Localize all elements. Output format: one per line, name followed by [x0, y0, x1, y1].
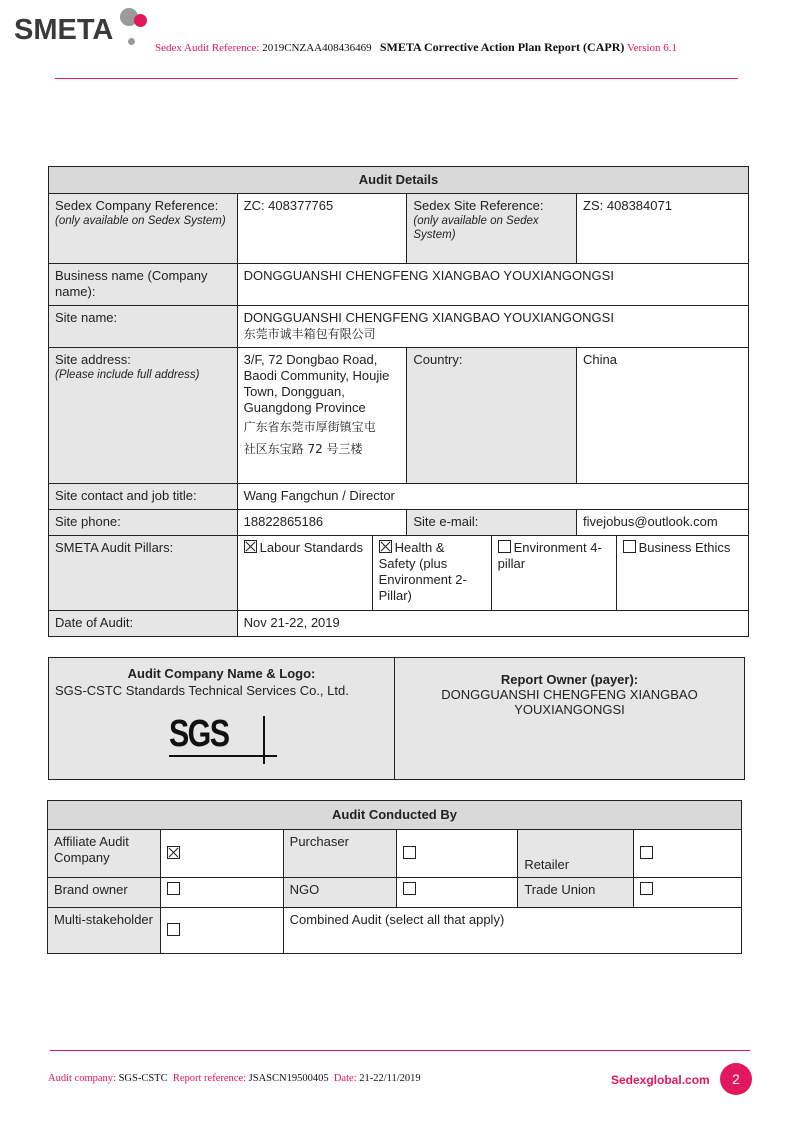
pillars-cell	[237, 536, 748, 611]
multi-stakeholder-label: Multi-stakeholder	[48, 908, 161, 954]
audit-conducted-title: Audit Conducted By	[48, 801, 742, 830]
brand-owner-checkbox-cell[interactable]	[160, 878, 283, 908]
site-ref-note: (only available on Sedex System)	[413, 215, 539, 241]
affiliate-checkbox-cell[interactable]	[160, 830, 283, 878]
contact-value: Wang Fangchun / Director	[237, 484, 748, 510]
checkbox-empty-icon[interactable]	[167, 923, 180, 936]
checkbox-empty-icon[interactable]	[640, 882, 653, 895]
checkbox-empty-icon[interactable]	[623, 540, 636, 553]
company-ref-label: Sedex Company Reference:	[55, 198, 219, 213]
phone-value: 18822865186	[237, 510, 407, 536]
country-label: Country:	[407, 348, 577, 484]
purchaser-checkbox-cell[interactable]	[396, 830, 518, 878]
country-value: China	[577, 348, 749, 484]
pillar-label: Health & Safety (plus Environment 2-Pillar)	[378, 540, 467, 603]
site-ref-value: ZS: 408384071	[577, 194, 749, 264]
company-ref-note: (only available on Sedex System)	[55, 215, 226, 227]
pillars-table	[238, 536, 748, 610]
pillars-label: SMETA Audit Pillars:	[49, 536, 238, 611]
trade-union-label: Trade Union	[518, 878, 634, 908]
site-address-note: (Please include full address)	[55, 369, 200, 381]
site-address-cn2: 社区东宝路 72 号三楼	[243, 442, 363, 456]
combined-audit-label: Combined Audit (select all that apply)	[283, 908, 741, 954]
checkbox-checked-icon[interactable]	[244, 540, 257, 553]
checkbox-empty-icon[interactable]	[403, 846, 416, 859]
page-number-badge: 2	[720, 1063, 752, 1095]
site-address-cell	[237, 348, 407, 484]
ngo-checkbox-cell[interactable]	[396, 878, 518, 908]
site-address-cn1: 广东省东莞市厚街镇宝屯	[243, 420, 376, 434]
email-label: Site e-mail:	[407, 510, 577, 536]
multi-stakeholder-checkbox-cell[interactable]	[160, 908, 283, 954]
site-name-cell	[237, 306, 748, 348]
email-value: fivejobus@outlook.com	[577, 510, 749, 536]
pillar-labour[interactable]	[238, 536, 373, 610]
footer-ref-label: Report reference:	[172, 1073, 247, 1084]
retailer-label: Retailer	[518, 830, 634, 878]
sgs-logo: SGS	[169, 713, 229, 755]
checkbox-empty-icon[interactable]	[167, 882, 180, 895]
company-ref-label-cell	[49, 194, 238, 264]
site-name-label: Site name:	[49, 306, 238, 348]
site-address-label-cell	[49, 348, 238, 484]
brand-owner-label: Brand owner	[48, 878, 161, 908]
footer-ref-value: JSASCN19500405	[248, 1073, 329, 1084]
footer-divider	[50, 1050, 750, 1051]
header-ref-value: 2019CNZAA408436469	[262, 42, 372, 54]
smeta-logo: SMETA	[14, 14, 114, 46]
footer-company-value: SGS-CSTC	[118, 1073, 168, 1084]
pillar-label: Business Ethics	[638, 540, 731, 555]
date-value: Nov 21-22, 2019	[237, 611, 748, 637]
header-ref-label: Sedex Audit Reference:	[155, 42, 260, 54]
report-owner-name: DONGGUANSHI CHENGFENG XIANGBAO YOUXIANGONGSI	[441, 687, 698, 717]
site-address-en: 3/F, 72 Dongbao Road, Baodi Community, Houjie Town, Dongguan, Guangdong Province	[243, 352, 390, 415]
audit-details-title: Audit Details	[49, 167, 749, 194]
footer-website-link[interactable]: Sedexglobal.com	[611, 1073, 710, 1087]
report-owner-box	[395, 657, 745, 780]
company-ref-value: ZC: 408377765	[237, 194, 407, 264]
footer-date-value: 21-22/11/2019	[359, 1073, 421, 1084]
footer-info	[48, 1073, 421, 1084]
audit-company-name: SGS-CSTC Standards Technical Services Co., Ltd.	[55, 683, 349, 698]
header-divider	[55, 78, 738, 79]
date-label: Date of Audit:	[49, 611, 238, 637]
pillar-label: Labour Standards	[259, 540, 363, 555]
checkbox-checked-icon[interactable]	[379, 540, 392, 553]
checkbox-empty-icon[interactable]	[640, 846, 653, 859]
site-ref-label-cell	[407, 194, 577, 264]
footer-date-label: Date:	[333, 1073, 357, 1084]
site-address-label: Site address:	[55, 352, 131, 367]
sgs-logo-line	[169, 755, 277, 757]
header-report-title: SMETA Corrective Action Plan Report (CAPR)	[379, 40, 625, 54]
checkbox-checked-icon[interactable]	[167, 846, 180, 859]
contact-label: Site contact and job title:	[49, 484, 238, 510]
site-ref-label: Sedex Site Reference:	[413, 198, 544, 213]
pillar-environment[interactable]	[491, 536, 616, 610]
business-name-value: DONGGUANSHI CHENGFENG XIANGBAO YOUXIANGONGSI	[237, 264, 748, 306]
retailer-checkbox-cell[interactable]	[634, 830, 742, 878]
checkbox-empty-icon[interactable]	[498, 540, 511, 553]
business-name-label: Business name (Company name):	[49, 264, 238, 306]
footer-company-label: Audit company:	[48, 1073, 116, 1084]
report-owner-title: Report Owner (payer):	[500, 672, 639, 687]
logo-dot-icon	[128, 38, 135, 45]
site-name-cn: 东莞市诚丰箱包有限公司	[243, 327, 376, 341]
header-reference	[155, 40, 677, 55]
pillar-label: Environment 4-pillar	[497, 540, 602, 571]
audit-conducted-table	[47, 800, 742, 954]
purchaser-label: Purchaser	[283, 830, 396, 878]
affiliate-label: Affiliate Audit Company	[48, 830, 161, 878]
pillar-health-safety[interactable]	[372, 536, 491, 610]
site-name-value: DONGGUANSHI CHENGFENG XIANGBAO YOUXIANGONGSI	[243, 310, 614, 325]
sgs-logo-bar	[263, 716, 265, 764]
phone-label: Site phone:	[49, 510, 238, 536]
header-version: Version 6.1	[626, 42, 678, 54]
audit-company-box	[48, 657, 395, 780]
pillar-business-ethics[interactable]	[616, 536, 748, 610]
audit-company-title: Audit Company Name & Logo:	[127, 666, 316, 681]
checkbox-empty-icon[interactable]	[403, 882, 416, 895]
logo-dot-icon	[134, 14, 147, 27]
audit-details-table	[48, 166, 749, 637]
trade-union-checkbox-cell[interactable]	[634, 878, 742, 908]
ngo-label: NGO	[283, 878, 396, 908]
